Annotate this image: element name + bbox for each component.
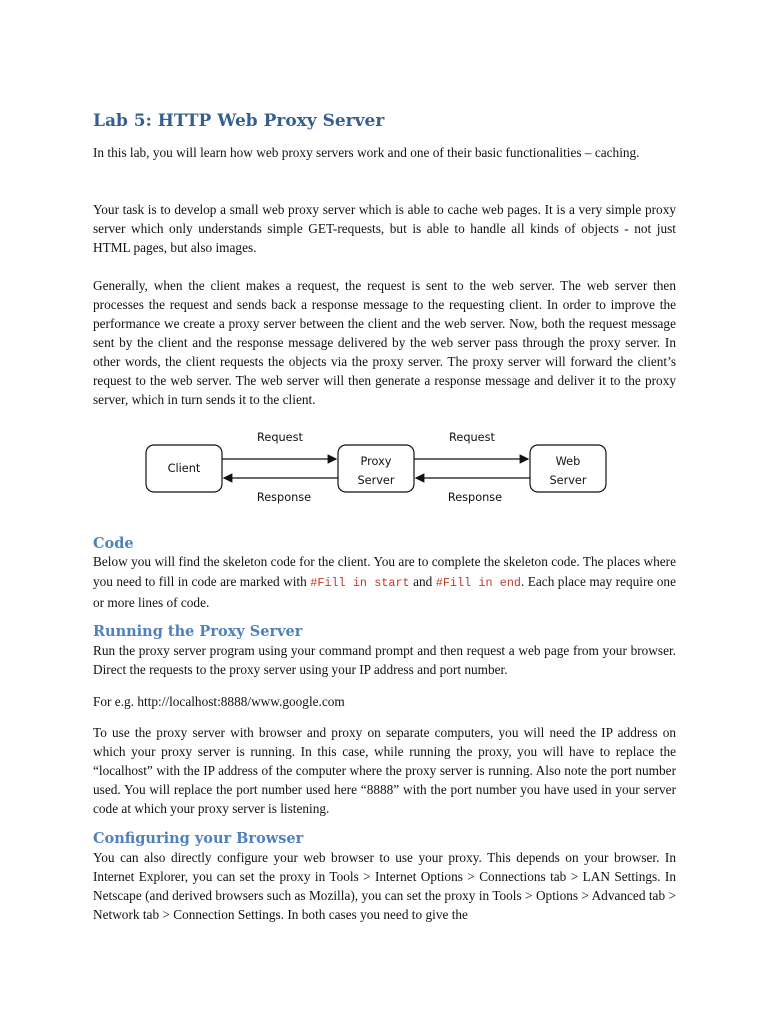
code-text-before: Below you will find the skeleton code for the client. You are to complete the skeleton code. The places where you need to fill in code are marked with bbox=[93, 554, 676, 589]
browser-heading: Configuring your Browser bbox=[93, 830, 304, 847]
page-title: Lab 5: HTTP Web Proxy Server bbox=[93, 111, 385, 131]
response-label-right: Response bbox=[447, 491, 503, 504]
proxy-label-line2: Server bbox=[357, 474, 395, 487]
code-text-and: and bbox=[409, 574, 436, 589]
client-label: Client bbox=[167, 462, 201, 475]
running-heading: Running the Proxy Server bbox=[93, 623, 303, 640]
overview-paragraph: Generally, when the client makes a request, the request is sent to the web server. The web server then processes the request and sends back a response message to the requesting client. In order to improve the performance we create a proxy server between the client and the web server. Now, both the request message sent by the client and the response message delivered by the web server pass through the proxy server. In other words, the client requests the objects via the proxy server. The proxy server will forward the client’s request to the web server. The web server will then generate a response message and deliver it to the proxy server, which in turn sends it to the client. bbox=[93, 278, 676, 407]
intro-paragraph: In this lab, you will learn how web proxy servers work and one of their basic functionalities – caching. bbox=[93, 145, 640, 160]
web-label-line2: Server bbox=[549, 474, 587, 487]
proxy-flow-diagram bbox=[93, 425, 676, 515]
response-label-left: Response bbox=[256, 491, 312, 504]
code-heading: Code bbox=[93, 535, 134, 552]
separate-computers-paragraph: To use the proxy server with browser and proxy on separate computers, you will need the IP address on which your proxy server is running. In this case, while running the proxy, you will have to replace the “localhost” with the IP address of the computer where the proxy server is running. Also note the port number used. You will replace the port number used here “8888” with the port number you have used in your server code at which your proxy server is listening. bbox=[93, 725, 676, 816]
request-label-right: Request bbox=[449, 431, 495, 444]
task-paragraph: Your task is to develop a small web proxy server which is able to cache web pages. It is a very simple proxy server which only understands simple GET-requests, but is able to handle all kinds of objects - not just HTML pages, but also images. bbox=[93, 202, 676, 255]
code-text-after: . Each place may require one or more lines of code. bbox=[93, 574, 676, 610]
fill-in-end-marker: #Fill in end bbox=[435, 576, 521, 590]
code-paragraph bbox=[93, 552, 676, 613]
running-paragraph: Run the proxy server program using your command prompt and then request a web page from your browser. Direct the requests to the proxy server using your IP address and port number. bbox=[93, 643, 676, 677]
web-label-line1: Web bbox=[555, 455, 581, 468]
proxy-label-line1: Proxy bbox=[360, 455, 392, 468]
browser-paragraph: You can also directly configure your web browser to use your proxy. This depends on your browser. In Internet Explorer, you can set the proxy in Tools > Internet Options > Connections tab > LAN Settings. In Netscape (and derived browsers such as Mozilla), you can set the proxy in Tools > Options > Advanced tab > Network tab > Connection Settings. In both cases you need to give the bbox=[93, 850, 676, 922]
example-url: For e.g. http://localhost:8888/www.google.com bbox=[93, 694, 345, 709]
request-label-left: Request bbox=[257, 431, 303, 444]
fill-in-start-marker: #Fill in start bbox=[310, 576, 410, 590]
